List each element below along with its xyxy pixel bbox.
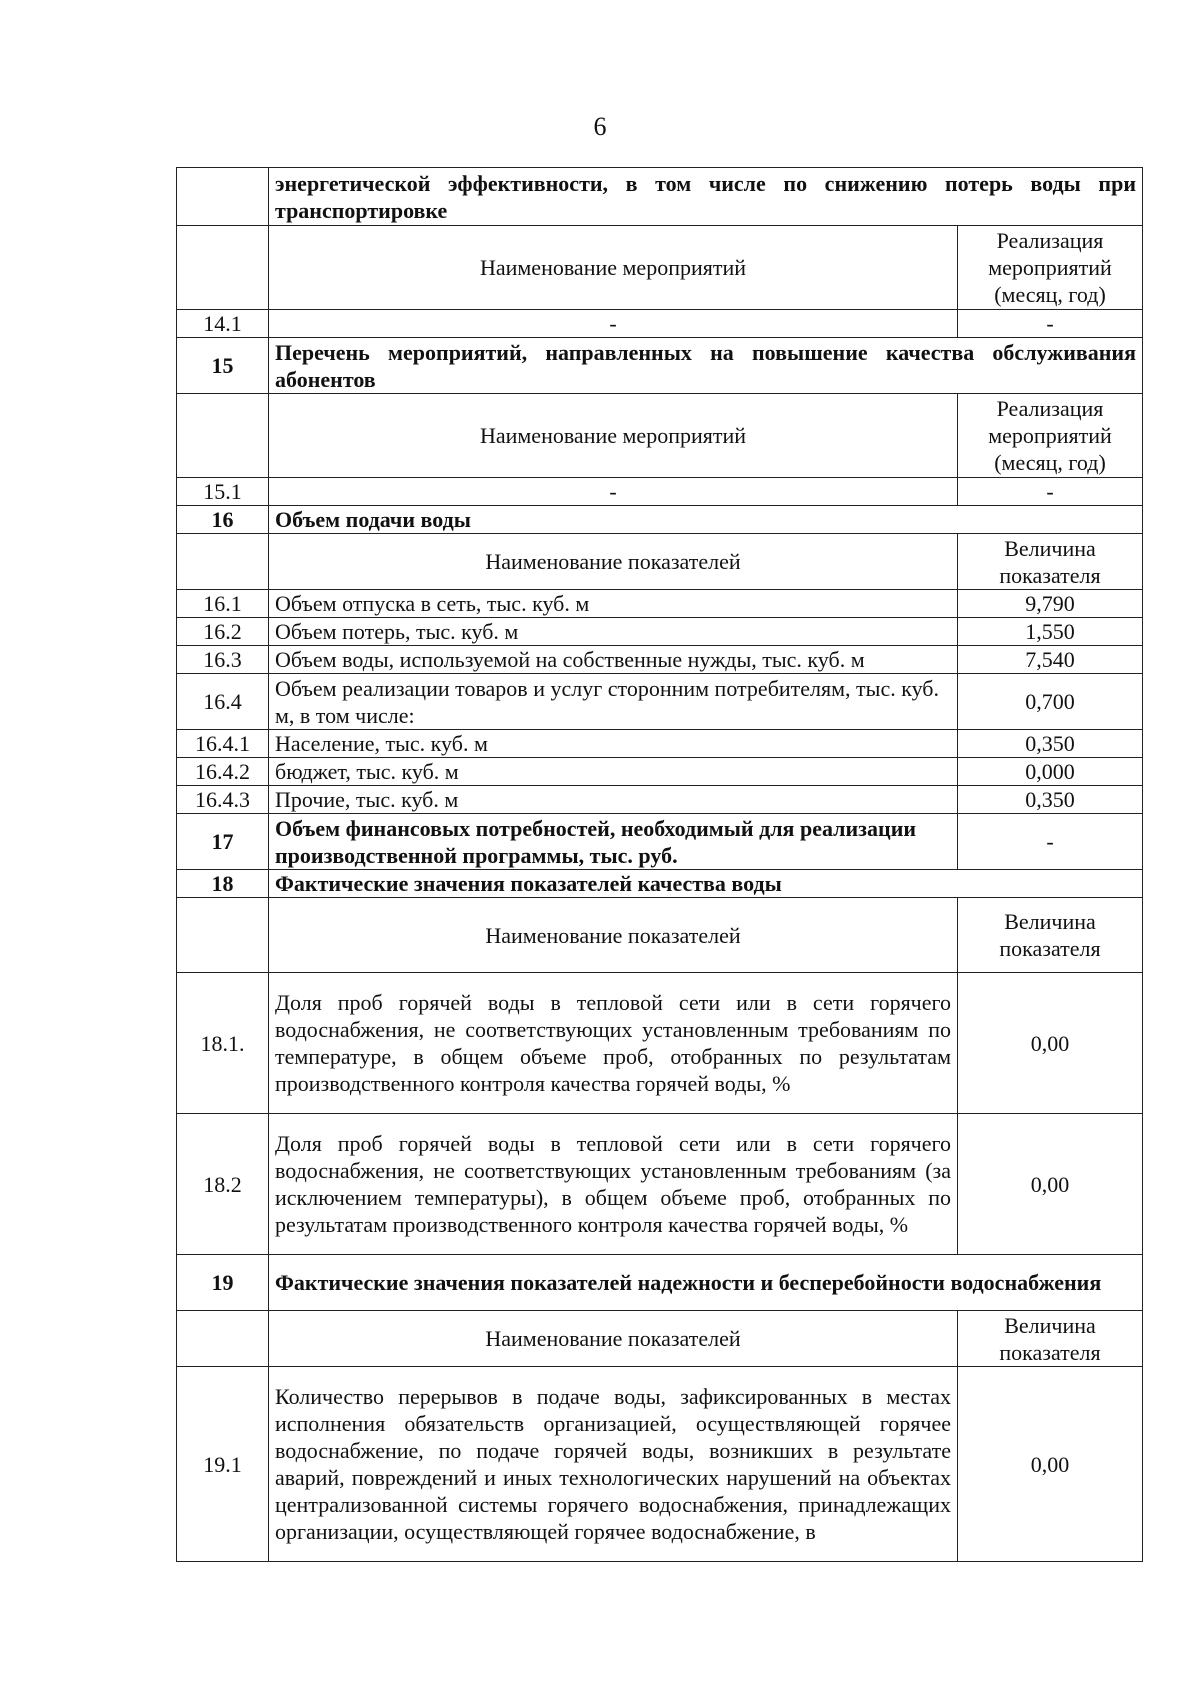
row-number: 18.1. xyxy=(177,973,269,1114)
section-14-title-continuation: энергетической эффективности, в том числе по снижению потерь воды при транспортировке xyxy=(269,168,1143,226)
table-row xyxy=(177,1114,1143,1255)
row-number: 16.4.3 xyxy=(177,786,269,814)
section-16-title: Объем подачи воды xyxy=(269,506,1143,534)
row-name: Население, тыс. куб. м xyxy=(269,730,958,758)
row-15-section xyxy=(177,338,1143,394)
row-value: 1,550 xyxy=(958,618,1143,646)
row-14-header xyxy=(177,226,1143,310)
row-15-header xyxy=(177,394,1143,478)
table-row xyxy=(177,646,1143,674)
column-header-name: Наименование мероприятий xyxy=(269,394,958,478)
section-17-title: Объем финансовых потребностей, необходимый для реализации производственной программы, тыс. руб. xyxy=(269,814,958,870)
column-header-value: Величина показателя xyxy=(958,534,1143,590)
section-19-title: Фактические значения показателей надежности и бесперебойности водоснабжения xyxy=(269,1255,1143,1311)
row-value: 9,790 xyxy=(958,590,1143,618)
row-name: Прочие, тыс. куб. м xyxy=(269,786,958,814)
row-16-section xyxy=(177,506,1143,534)
row-value: - xyxy=(958,478,1143,506)
table-row xyxy=(177,674,1143,730)
section-number: 15 xyxy=(177,338,269,394)
column-header-name: Наименование показателей xyxy=(269,898,958,973)
column-header-value: Величина показателя xyxy=(958,1311,1143,1367)
row-number: 16.3 xyxy=(177,646,269,674)
row-number: 16.2 xyxy=(177,618,269,646)
row-14-continuation xyxy=(177,168,1143,226)
row-name: бюджет, тыс. куб. м xyxy=(269,758,958,786)
row-number: 16.4.1 xyxy=(177,730,269,758)
row-name: Количество перерывов в подаче воды, зафиксированных в местах исполнения обязательств организацией, осуществляющей горячее водоснабжение, по подаче горячей воды, возникших в результате аварий, повреждений и иных технологических нарушений на объектах централизованной системы горячего водоснабжения, принадлежащих организации, осуществляющей горячее водоснабжение, в xyxy=(269,1367,958,1562)
table-row xyxy=(177,758,1143,786)
table-row xyxy=(177,1367,1143,1562)
row-number: 16.1 xyxy=(177,590,269,618)
row-name: Объем отпуска в сеть, тыс. куб. м xyxy=(269,590,958,618)
column-header-implementation: Реализация мероприятий (месяц, год) xyxy=(958,394,1143,478)
row-18-section xyxy=(177,870,1143,898)
row-number: 18.2 xyxy=(177,1114,269,1255)
row-16-header xyxy=(177,534,1143,590)
column-header-name: Наименование показателей xyxy=(269,1311,958,1367)
row-value: 0,700 xyxy=(958,674,1143,730)
row-name: - xyxy=(269,310,958,338)
row-number: 16.4.2 xyxy=(177,758,269,786)
row-17-section xyxy=(177,814,1143,870)
section-number: 19 xyxy=(177,1255,269,1311)
page-number: 6 xyxy=(593,112,607,141)
section-number: 17 xyxy=(177,814,269,870)
column-header-value: Величина показателя xyxy=(958,898,1143,973)
row-name: Объем реализации товаров и услуг сторонним потребителям, тыс. куб. м, в том числе: xyxy=(269,674,958,730)
row-value: 7,540 xyxy=(958,646,1143,674)
row-number: 15.1 xyxy=(177,478,269,506)
row-name: Объем воды, используемой на собственные нужды, тыс. куб. м xyxy=(269,646,958,674)
row-name: - xyxy=(269,478,958,506)
table-row xyxy=(177,590,1143,618)
row-19-header xyxy=(177,1311,1143,1367)
row-name: Доля проб горячей воды в тепловой сети или в сети горячего водоснабжения, не соответствующих установленным требованиям по температуре, в общем объеме проб, отобранных по результатам производственного контроля качества горячей воды, % xyxy=(269,973,958,1114)
section-number: 18 xyxy=(177,870,269,898)
row-19-section xyxy=(177,1255,1143,1311)
column-header-implementation: Реализация мероприятий (месяц, год) xyxy=(958,226,1143,310)
section-15-title: Перечень мероприятий, направленных на повышение качества обслуживания абонентов xyxy=(269,338,1143,394)
table-row xyxy=(177,730,1143,758)
row-number: 19.1 xyxy=(177,1367,269,1562)
table-row xyxy=(177,786,1143,814)
column-header-name: Наименование мероприятий xyxy=(269,226,958,310)
row-value: 0,00 xyxy=(958,1114,1143,1255)
row-name: Объем потерь, тыс. куб. м xyxy=(269,618,958,646)
table-row xyxy=(177,973,1143,1114)
row-value: 0,350 xyxy=(958,786,1143,814)
column-header-name: Наименование показателей xyxy=(269,534,958,590)
row-name: Доля проб горячей воды в тепловой сети или в сети горячего водоснабжения, не соответствующих установленным требованиям (за исключением температуры), в общем объеме проб, отобранных по результатам производственного контроля качества горячей воды, % xyxy=(269,1114,958,1255)
section-number: 16 xyxy=(177,506,269,534)
section-18-title: Фактические значения показателей качества воды xyxy=(269,870,1143,898)
row-value: 0,350 xyxy=(958,730,1143,758)
table-row xyxy=(177,478,1143,506)
row-value: 0,00 xyxy=(958,1367,1143,1562)
row-number: 16.4 xyxy=(177,674,269,730)
row-value: - xyxy=(958,814,1143,870)
row-value: 0,000 xyxy=(958,758,1143,786)
row-value: 0,00 xyxy=(958,973,1143,1114)
program-table xyxy=(176,167,1143,1562)
row-18-header xyxy=(177,898,1143,973)
table-row xyxy=(177,618,1143,646)
row-number: 14.1 xyxy=(177,310,269,338)
table-row xyxy=(177,310,1143,338)
row-value: - xyxy=(958,310,1143,338)
